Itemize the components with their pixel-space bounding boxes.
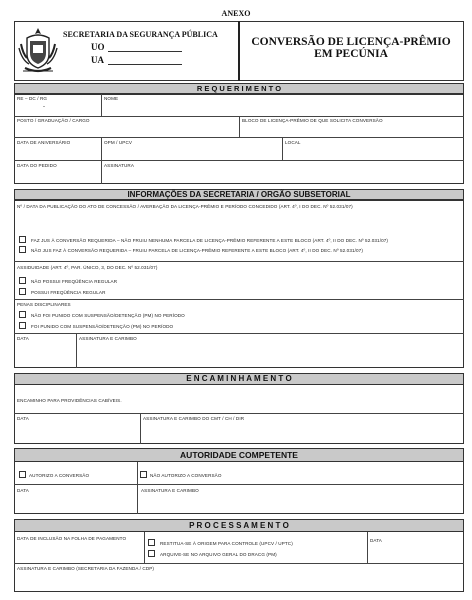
informacoes-box [14,200,464,368]
nao-autorizo-label: NÃO AUTORIZO A CONVERSÃO [150,473,222,478]
informacoes-data-label: DATA [17,336,29,341]
encaminhamento-row-divider [14,413,464,414]
restitua-label: RESTITUA-SE À ORIGEM PARA CONTROLE (UPCV / UPTC) [160,541,293,546]
section-informacoes-title: INFORMAÇÕES DA SECRETARIA / ORGÃO SUBSETORIAL [14,189,464,200]
possui-checkbox[interactable] [19,288,26,295]
autorizo-checkbox[interactable] [19,471,26,478]
encaminhamento-data-label: DATA [17,416,29,421]
local-label: LOCAL [285,140,301,145]
restitua-checkbox[interactable] [148,539,155,546]
requerimento-col-divider [101,94,102,116]
foi-punido-checkbox[interactable] [19,322,26,329]
bloco-label: BLOCO DE LICENÇA-PRÊMIO DE QUE SOLICITA CONVERSÃO [242,118,383,123]
posto-label: POSTO / GRADUAÇÃO / CARGO [17,118,90,123]
processamento-row-divider [14,563,464,564]
possui-label: POSSUI FREQÜÊNCIA REGULAR [31,290,106,295]
penas-label: PENAS DISCIPLINARES [17,302,71,307]
uo-field[interactable] [108,51,182,52]
nao-faz-jus-checkbox[interactable] [19,246,26,253]
autorizo-label: AUTORIZO A CONVERSÃO [29,473,90,478]
assiduidade-label: ASSIDUIDADE (ART. 4º, PAR. ÚNICO, 3, DO DEC. Nº 52.031/07) [17,265,158,270]
nao-possui-label: NÃO POSSUI FREQÜÊNCIA REGULAR [31,279,118,284]
encaminhamento-col-divider [140,413,141,444]
arquive-checkbox[interactable] [148,550,155,557]
foi-punido-label: FOI PUNIDO COM SUSPENSÃO/DETENÇÃO (PM) NO PERÍODO [31,324,174,329]
processamento-col-divider [367,532,368,563]
requerimento-row-divider [14,137,464,138]
autoridade-row-divider [14,484,464,485]
requerimento-row-divider [14,160,464,161]
nao-autorizo-checkbox[interactable] [140,471,147,478]
autoridade-col-divider [137,462,138,514]
doc-title-line1: CONVERSÃO DE LICENÇA-PRÊMIO [251,36,451,48]
requerimento-col-divider [239,116,240,137]
coat-of-arms-icon [17,24,59,76]
informacoes-col-divider [76,333,77,368]
faz-jus-label: FAZ JUS À CONVERSÃO REQUERIDA – NÃO FRUIU NENHUMA PARCELA DE LICENÇA-PRÊMIO REFERENTE A ESTE BLOCO (ART. 4º, II DO DEC. Nº 52.031/07) [31,238,389,243]
processamento-data-label: DATA [370,538,382,543]
data-pedido-label: DATA DO PEDIDO [17,163,57,168]
informacoes-row-divider [14,299,464,300]
autoridade-data-label: DATA [17,488,29,493]
ua-label: UA [91,55,104,65]
informacoes-assinatura-label: ASSINATURA E CARIMBO [79,336,137,341]
section-encaminhamento-title: E N C A M I N H A M E N T O [14,373,464,385]
re-dc-rg-label: RE – DC / RG [17,96,48,101]
requerimento-box [14,94,464,184]
annex-title: ANEXO [221,9,251,18]
section-processamento-title: P R O C E S S A M E N T O [14,519,464,532]
encaminho-text: ENCAMINHO PARA PROVIDÊNCIAS CABÍVEIS. [17,398,122,403]
requerimento-col-divider [282,137,283,160]
faz-jus-checkbox[interactable] [19,236,26,243]
requerimento-col-divider [101,137,102,184]
nao-faz-jus-label: NÃO JUS FAZ À CONVERSÃO REQUERIDA – FRUIU PARCELA DE LICENÇA-PRÊMIO REFERENTE A ESTE BLOCO (ART. 4º, II DO DEC. Nº 52.031/07) [31,248,363,253]
assinatura-label: ASSINATURA [104,163,135,168]
section-requerimento-title: R E Q U E R I M E N T O [14,83,464,94]
nao-foi-punido-label: NÃO FOI PUNIDO COM SUSPENSÃO/DETENÇÃO (PM) NO PERÍODO [31,313,185,318]
nome-label: NOME [104,96,119,101]
informacoes-row-divider [14,261,464,262]
re-dash: - [43,104,46,110]
encaminhamento-assinatura-label: ASSINATURA E CARIMBO DO CMT / CH / DIR [143,416,245,421]
section-autoridade-title: AUTORIDADE COMPETENTE [14,448,464,462]
doc-title-line2: EM PECÚNIA [314,48,388,60]
data-inclusao-label: DATA DE INCLUSÃO NA FOLHA DE PAGAMENTO [17,536,127,541]
publicacao-label: Nº / DATA DA PUBLICAÇÃO DO ATO DE CONCESSÃO / AVERBAÇÃO DA LICENÇA-PRÊMIO E PERÍODO CONCEDIDO (ART. 4º, I DO DEC. Nº 52.031/07) [17,204,353,209]
autoridade-assinatura-label: ASSINATURA E CARIMBO [141,488,199,493]
processamento-col-divider [144,532,145,563]
nao-foi-punido-checkbox[interactable] [19,311,26,318]
org-name: SECRETARIA DA SEGURANÇA PÚBLICA [63,30,218,39]
ua-field[interactable] [108,64,182,65]
data-aniversario-label: DATA DE ANIVERSÁRIO [17,140,71,145]
processamento-assinatura-label: ASSINATURA E CARIMBO (SECRETARIA DA FAZENDA / CDP) [17,566,155,571]
informacoes-row-divider [14,333,464,334]
arquive-label: ARQUIVE-SE NO ARQUIVO GERAL DO DRACG (PM) [160,552,277,557]
opm-label: OPM / UPCV [104,140,133,145]
uo-label: UO [91,42,105,52]
nao-possui-checkbox[interactable] [19,277,26,284]
